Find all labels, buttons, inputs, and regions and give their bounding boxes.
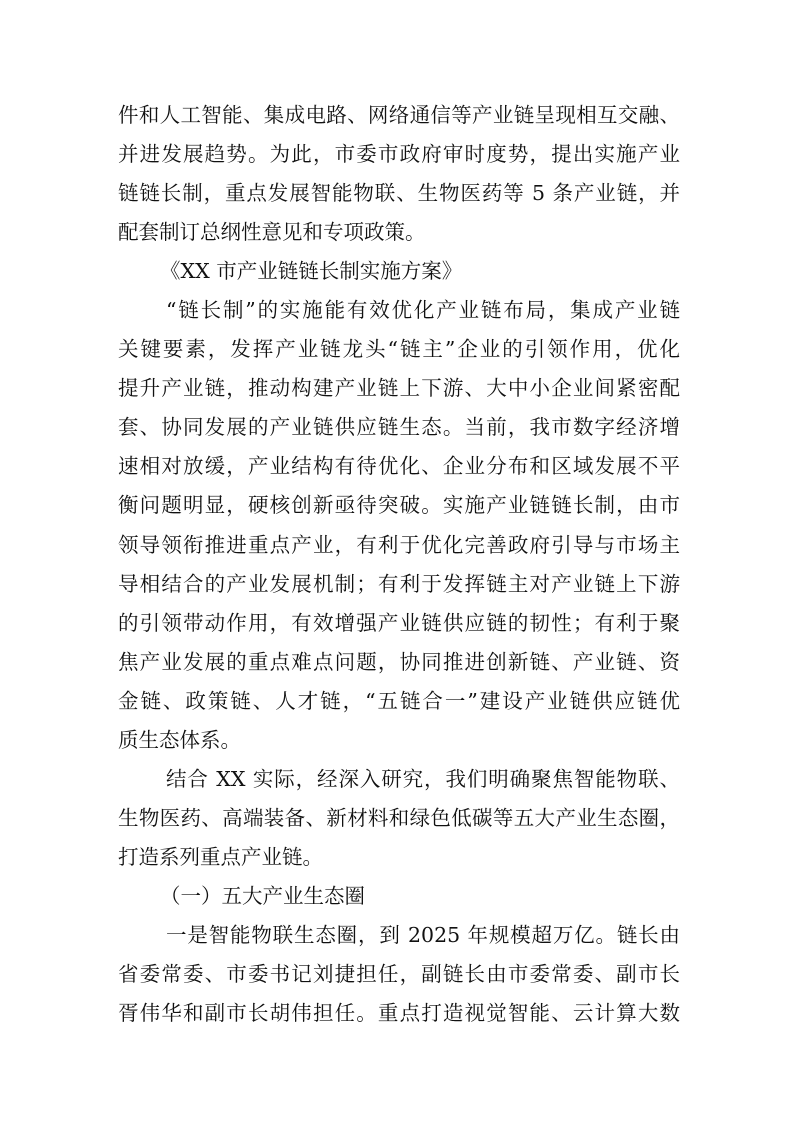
text-line: 《XX 市产业链链长制实施方案》 xyxy=(160,259,463,284)
text-line: 的引领带动作用，有效增强产业链供应链的韧性；有利于聚 xyxy=(118,610,680,635)
text-line: “链长制”的实施能有效优化产业链布局，集成产业链 xyxy=(166,298,680,323)
text-line: 打造系列重点产业链。 xyxy=(118,844,323,869)
text-line: 胥伟华和副市长胡伟担任。重点打造视觉智能、云计算大数 xyxy=(118,1001,680,1026)
text-line: 领导领衔推进重点产业，有利于优化完善政府引导与市场主 xyxy=(118,532,680,557)
text-line: 链链长制，重点发展智能物联、生物医药等 5 条产业链，并 xyxy=(118,181,680,206)
document-body xyxy=(118,96,680,1033)
text-line: 并进发展趋势。为此，市委市政府审时度势，提出实施产业 xyxy=(118,142,680,167)
text-line: （一）五大产业生态圈 xyxy=(160,883,365,908)
text-line: 关键要素，发挥产业链龙头“链主”企业的引领作用，优化 xyxy=(118,337,680,362)
text-line: 结合 XX 实际，经深入研究，我们明确聚焦智能物联、 xyxy=(166,766,680,791)
text-line: 套、协同发展的产业链供应链生态。当前，我市数字经济增 xyxy=(118,415,680,440)
text-line: 配套制订总纲性意见和专项政策。 xyxy=(118,220,426,245)
text-line: 省委常委、市委书记刘捷担任，副链长由市委常委、副市长 xyxy=(118,962,680,987)
text-line: 速相对放缓，产业结构有待优化、企业分布和区域发展不平 xyxy=(118,454,680,479)
text-line: 生物医药、高端装备、新材料和绿色低碳等五大产业生态圈， xyxy=(118,805,680,830)
text-line: 一是智能物联生态圈，到 2025 年规模超万亿。链长由 xyxy=(166,922,680,947)
text-line: 质生态体系。 xyxy=(118,727,241,752)
text-line: 件和人工智能、集成电路、网络通信等产业链呈现相互交融、 xyxy=(118,103,680,127)
text-line: 金链、政策链、人才链，“五链合一”建设产业链供应链优 xyxy=(118,688,680,713)
text-line: 提升产业链，推动构建产业链上下游、大中小企业间紧密配 xyxy=(118,376,680,401)
text-line: 导相结合的产业发展机制；有利于发挥链主对产业链上下游 xyxy=(118,571,680,596)
text-line: 焦产业发展的重点难点问题，协同推进创新链、产业链、资 xyxy=(118,649,680,674)
text-line: 衡问题明显，硬核创新亟待突破。实施产业链链长制，由市 xyxy=(118,493,680,518)
